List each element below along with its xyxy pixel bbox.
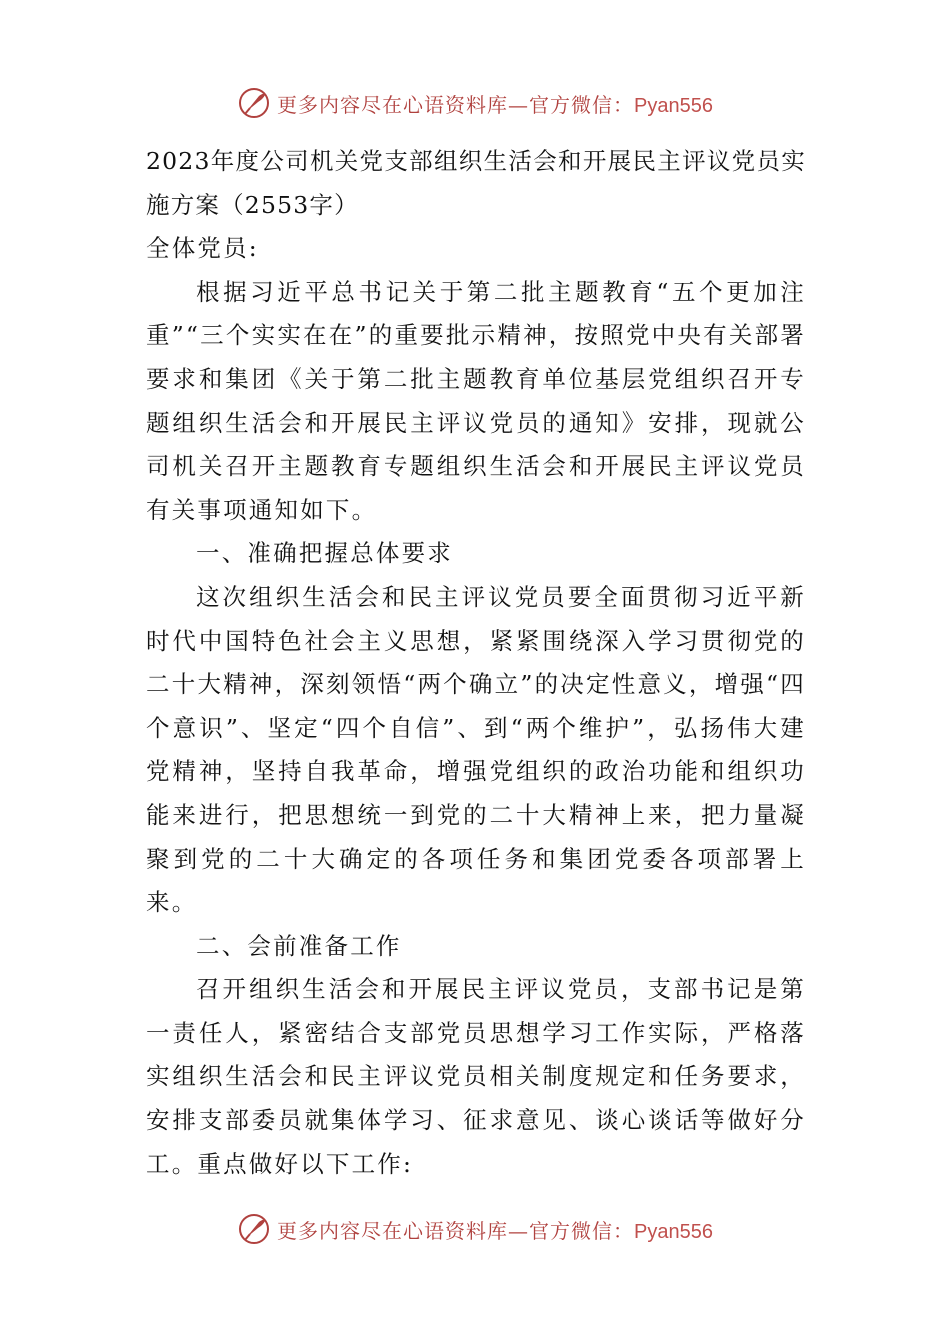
- watermark-header: [0, 83, 950, 123]
- watermark-text: 更多内容尽在心语资料库—官方微信：Pyan556: [277, 1218, 713, 1243]
- quill-logo-icon: [237, 86, 271, 120]
- document-title: 2023年度公司机关党支部组织生活会和开展民主评议党员实施方案（2553字）: [146, 147, 806, 219]
- watermark-wechat-id: Pyan556: [634, 1220, 713, 1243]
- section-2-paragraph: 召开组织生活会和开展民主评议党员，支部书记是第一责任人，紧密结合支部党员思想学习工作实际，严格落实组织生活会和民主评议党员相关制度规定和任务要求，安排支部委员就集体学习、征求意见、谈心谈话等做好分工。重点做好以下工作:: [146, 975, 806, 1178]
- watermark-text: 更多内容尽在心语资料库—官方微信：Pyan556: [277, 92, 713, 117]
- watermark-footer: [0, 1209, 950, 1249]
- section-2-heading: 二、会前准备工作: [196, 931, 402, 960]
- section-1-heading: 一、准确把握总体要求: [196, 539, 453, 568]
- salutation: 全体党员:: [146, 234, 259, 263]
- quill-logo-icon: [237, 1212, 271, 1246]
- intro-paragraph: 根据习近平总书记关于第二批主题教育“五个更加注重”“三个实实在在”的重要批示精神，按照党中央有关部署要求和集团《关于第二批主题教育单位基层党组织召开专题组织生活会和开展民主评议党员的通知》安排，现就公司机关召开主题教育专题组织生活会和开展民主评议党员有关事项通知如下。: [146, 277, 806, 524]
- document-body: [146, 140, 806, 1186]
- watermark-wechat-id: Pyan556: [634, 94, 713, 117]
- section-1-paragraph: 这次组织生活会和民主评议党员要全面贯彻习近平新时代中国特色社会主义思想，紧紧围绕深入学习贯彻党的二十大精神，深刻领悟“两个确立”的决定性意义，增强“四个意识”、坚定“四个自信”、到“两个维护”，弘扬伟大建党精神，坚持自我革命，增强党组织的政治功能和组织功能来进行，把思想统一到党的二十大精神上来，把力量凝聚到党的二十大确定的各项任务和集团党委各项部署上来。: [146, 582, 806, 917]
